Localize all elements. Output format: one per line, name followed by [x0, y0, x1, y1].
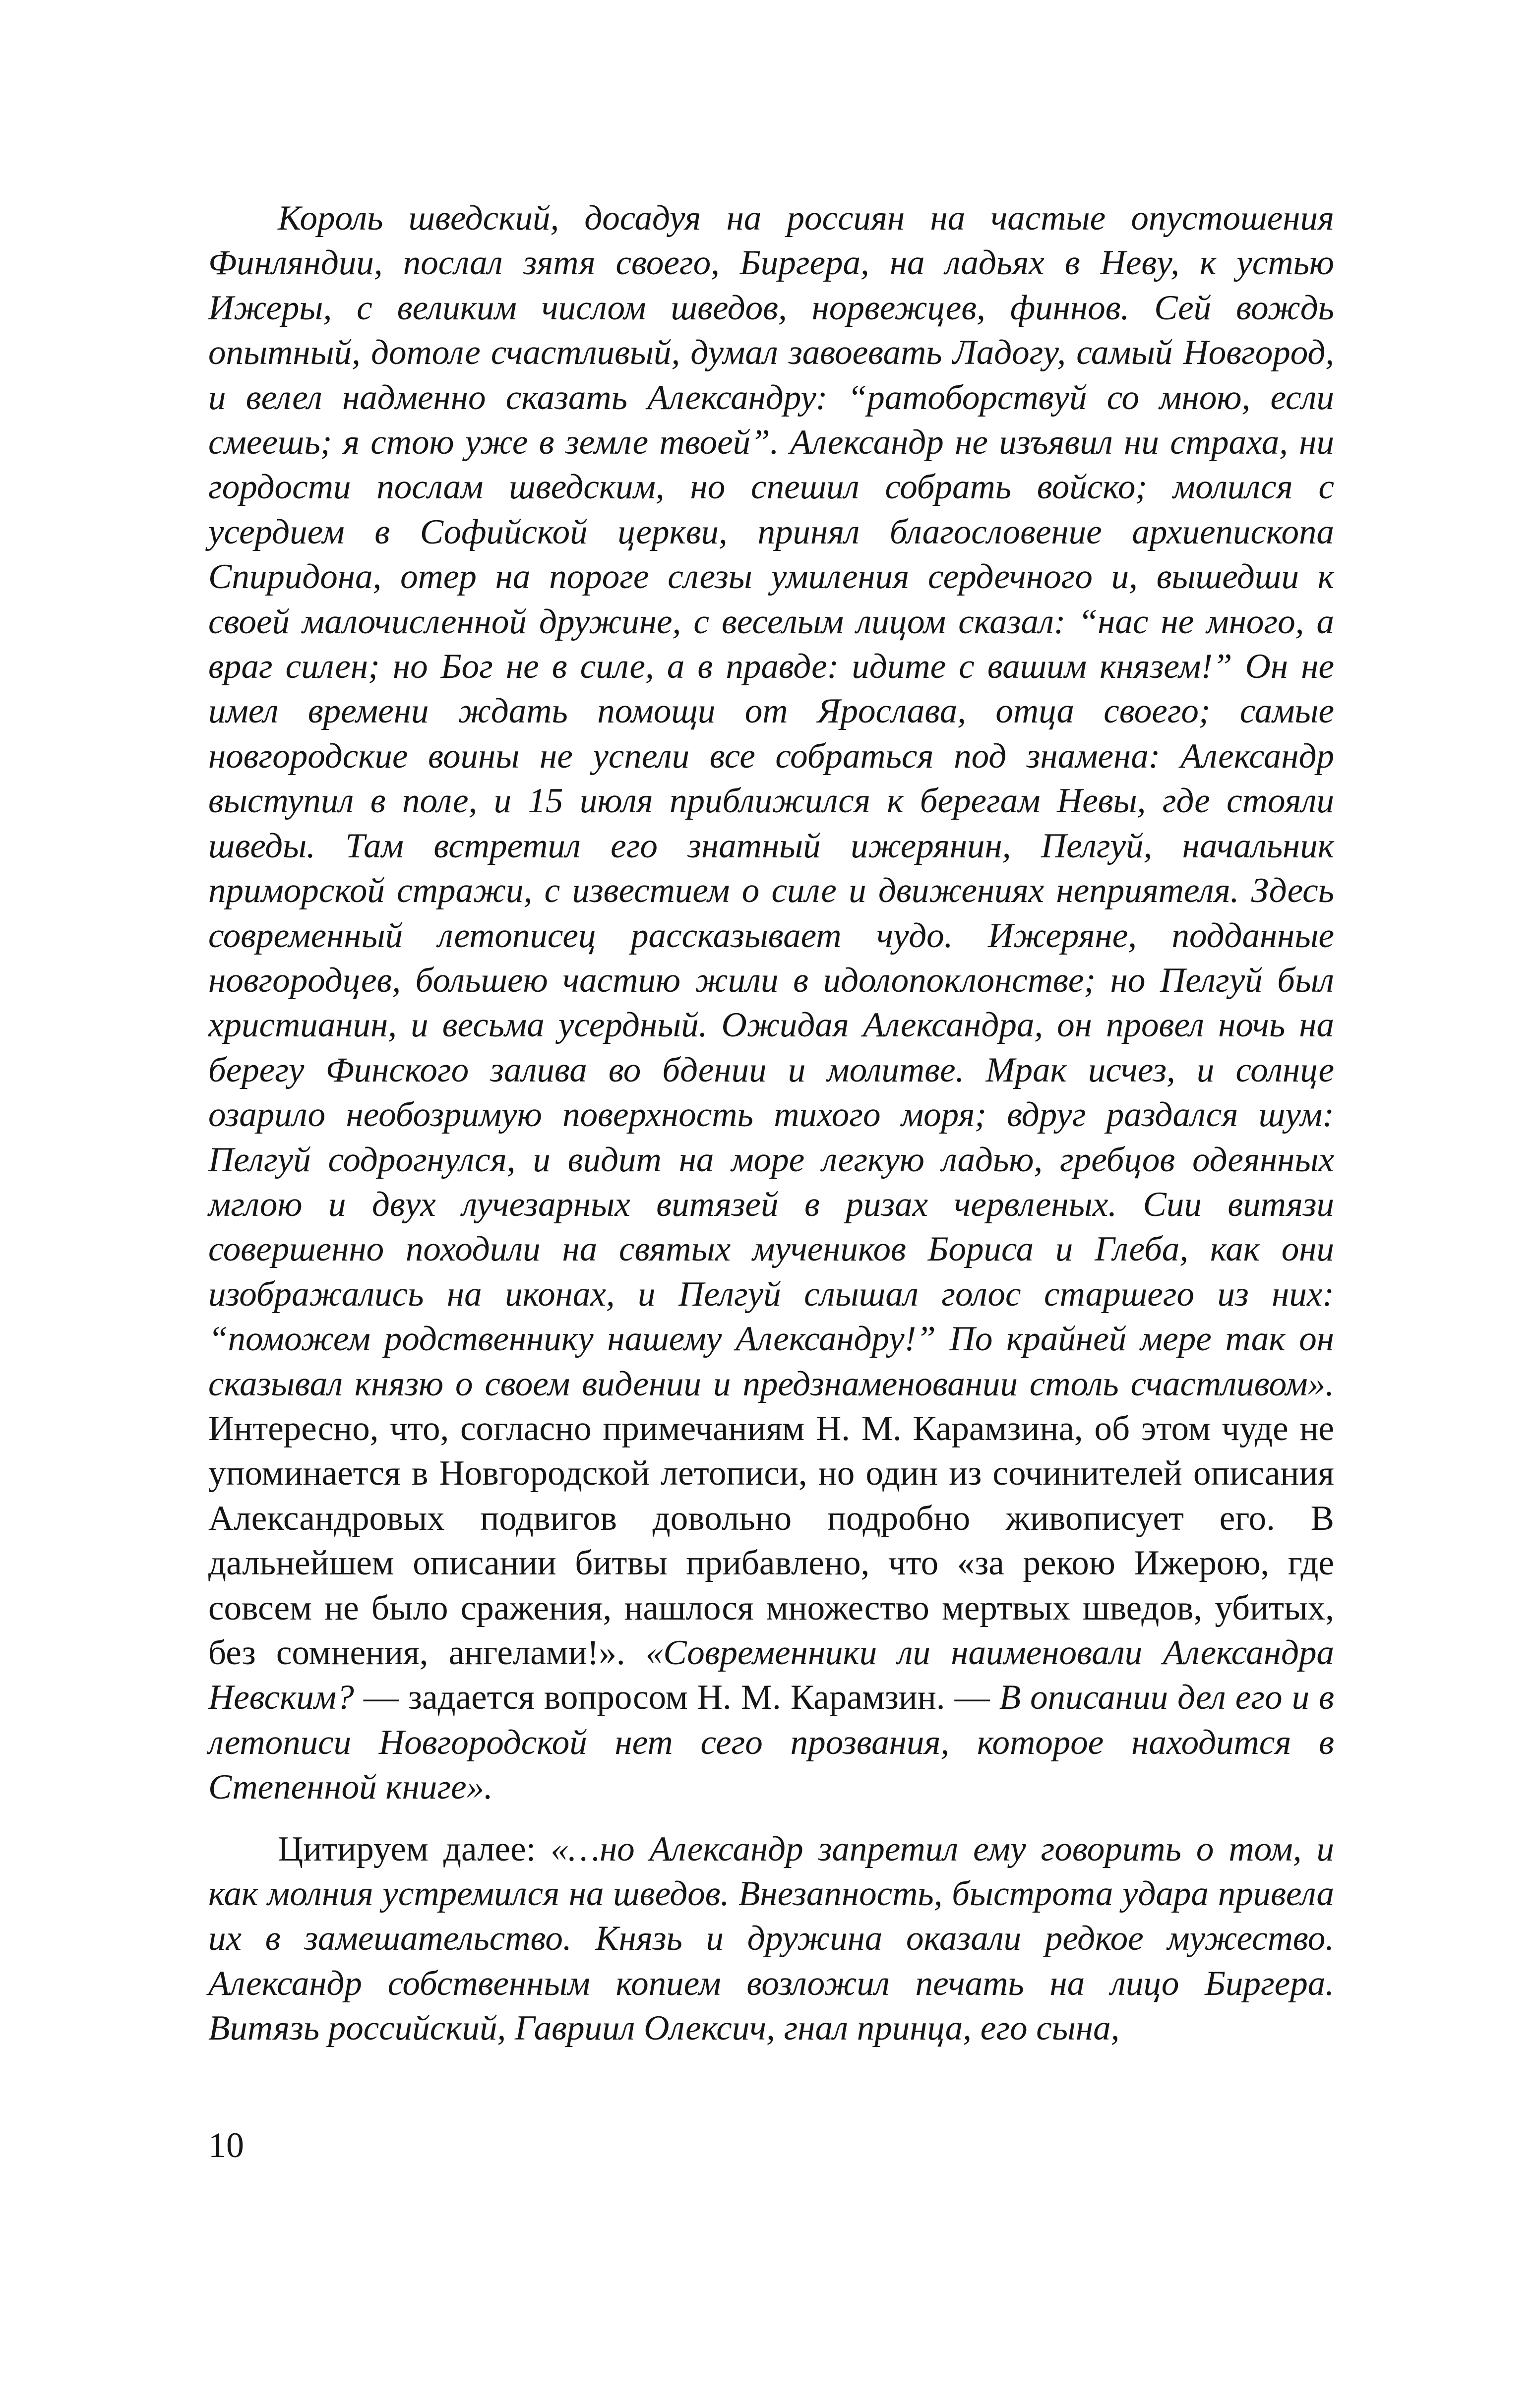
- main-text: [208, 196, 1334, 2051]
- page-number: 10: [208, 2125, 244, 2165]
- paragraph-1: [208, 196, 1334, 1810]
- commentary-text: Интересно, что, согласно примечаниям Н. М. Карамзина, об этом чуде не упоминается в Новгородской летописи, но один из сочинителей описания Александровых подвигов довольно подробно живописует его. В дальнейшем описании битвы прибавлено, что «за рекою Ижерою, где совсем не было сражения, нашлося множество мертвых шведов, убитых, без сомнения, ангелами!».: [208, 1409, 1334, 1672]
- citation-intro: Цитируем далее:: [278, 1829, 551, 1868]
- paragraph-gap: [208, 1810, 1334, 1827]
- quote-stepennaya-kniga: В описании дел его и в летописи Новгородской нет сего прозвания, которое находится в Степенной книге».: [208, 1678, 1334, 1807]
- quote-battle-continued: «…но Александр запретил ему говорить о том, и как молния устремился на шведов. Внезапность, быстрота удара привела их в замешательство. Князь и дружина оказали редкое мужество. Александр собственным копием возложил печать на лицо Биргера. Витязь российский, Гавриил Олексич, гнал принца, его сына,: [208, 1829, 1334, 2048]
- quote-nevsky-name: «Современники ли наименовали Александра Невским?: [208, 1633, 1334, 1717]
- attribution-text: — задается вопросом Н. М. Карамзин. —: [354, 1678, 999, 1717]
- quote-karamzin-battle: Король шведский, досадуя на россиян на частые опустошения Финляндии, послал зятя своего, Биргера, на ладьях в Неву, к устью Ижеры, с великим числом шведов, норвежцев, финнов. Сей вождь опытный, дотоле счастливый, думал завоевать Ладогу, самый Новгород, и велел надменно сказать Александру: “ратоборствуй со мною, если смеешь; я стою уже в земле твоей”. Александр не изъявил ни страха, ни гордости послам шведским, но спешил собрать войско; молился с усердием в Софийской церкви, принял благословение архиепископа Спиридона, отер на пороге слезы умиления сердечного и, вышедши к своей малочисленной дружине, с веселым лицом сказал: “нас не много, а враг силен; но Бог не в силе, а в правде: идите с вашим князем!” Он не имел времени ждать помощи от Ярослава, отца своего; самые новгородские воины не успели все собраться под знамена: Александр выступил в поле, и 15 июля приближился к берегам Невы, где стояли шведы. Там встретил его знатный ижерянин, Пелгуй, начальник приморской стражи, с известием о силе и движениях неприятеля. Здесь современный летописец рассказывает чудо. Ижеряне, подданные новгородцев, большею частию жили в идолопоклонстве; но Пелгуй был христианин, и весьма усердный. Ожидая Александра, он провел ночь на берегу Финского залива во бдении и молитве. Мрак исчез, и солнце озарило необозримую поверхность тихого моря; вдруг раздался шум: Пелгуй содрогнулся, и видит на море легкую ладью, гребцов одеянных мглою и двух лучезарных витязей в ризах червленых. Сии витязи совершенно походили на святых мучеников Бориса и Глеба, как они изображались на иконах, и Пелгуй слышал голос старшего из них: “поможем родственнику нашему Александру!” По крайней мере так он сказывал князю о своем видении и предзнаменовании столь счастливом».: [208, 199, 1334, 1403]
- paragraph-2: [208, 1827, 1334, 2051]
